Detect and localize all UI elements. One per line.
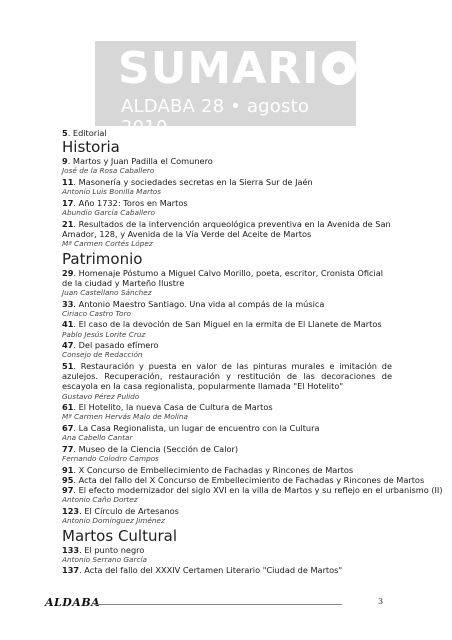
article-title: . Antonio Maestro Santiago. Una vida al compás de la música xyxy=(73,298,325,309)
page-ref-number: 77 xyxy=(62,443,74,454)
toc-entry xyxy=(62,545,392,555)
page-ref-number: 91 xyxy=(62,464,74,475)
toc-entry xyxy=(62,268,392,288)
page-ref-number: 67 xyxy=(62,422,74,433)
toc-entry xyxy=(62,299,392,309)
article-title: . X Concurso de Embellecimiento de Fachadas y Rincones de Martos xyxy=(73,464,354,475)
page-number: 3 xyxy=(378,597,384,606)
article-title: . Martos y Juan Padilla el Comunero xyxy=(67,156,213,167)
article-author: Antonio Domínguez Jiménez xyxy=(62,515,165,525)
title-o-circle-icon xyxy=(322,51,356,85)
toc-entry xyxy=(62,177,392,187)
article-title: . La Casa Regionalista, un lugar de encuentro con la Cultura xyxy=(73,422,320,433)
page-ref-number: 9 xyxy=(62,156,68,167)
article-author: Consejo de Redacción xyxy=(62,350,143,360)
toc-entry xyxy=(62,319,392,329)
page-ref-number: 21 xyxy=(62,218,74,229)
aldaba-logo: ALDABA xyxy=(45,596,101,609)
article-author: Mª Carmen Cortés López xyxy=(62,239,153,248)
toc-entry xyxy=(62,156,392,166)
toc-entry xyxy=(62,465,392,475)
article-title: . Del pasado efímero xyxy=(73,340,159,351)
article-title: . El caso de la devoción de San Miguel en la ermita de El Llanete de Martos xyxy=(73,319,382,330)
article-author: José de la Rosa Caballero xyxy=(62,166,155,176)
article-title: . El punto negro xyxy=(79,544,145,555)
article-title: . Acta del fallo del X Concurso de Embellecimiento de Fachadas y Rincones de Martos xyxy=(73,474,425,485)
page-ref-number: 11 xyxy=(62,177,74,187)
toc-entry xyxy=(62,423,392,433)
toc-entry xyxy=(62,565,392,575)
page-ref-number: 5 xyxy=(62,128,68,138)
section-heading: Historia xyxy=(62,138,120,157)
page-ref-number: 41 xyxy=(62,319,74,330)
issue-subtitle: ALDABA 28 • agosto 2010 xyxy=(121,96,310,138)
toc-entry xyxy=(62,444,392,454)
section-heading: Martos Cultural xyxy=(62,526,178,545)
article-author: Mª Carmen Hervás Malo de Molina xyxy=(62,412,188,422)
article-title: . Resultados de la intervención arqueológica preventiva en la Avenida de San Amador, 128, y Avenida de la Vía Verde del Aceite de Martos xyxy=(62,218,391,239)
toc-entry xyxy=(62,361,392,392)
article-title: . Homenaje Póstumo a Miguel Calvo Morillo, poeta, escritor, Cronista Oficial de la ciudad y Marteño Ilustre xyxy=(62,267,384,288)
page-title: SUMARI xyxy=(118,47,356,91)
article-author: Ciriaco Castro Toro xyxy=(62,308,131,318)
toc-entry xyxy=(62,474,425,485)
page-ref-number: 137 xyxy=(62,565,80,576)
page-ref-number: 97 xyxy=(62,484,74,495)
article-author: Abundio García Caballero xyxy=(62,208,155,217)
article-author: Antonio Luis Bonilla Martos xyxy=(62,187,162,197)
toc-entry xyxy=(62,506,392,516)
article-title: . El Círculo de Artesanos xyxy=(79,505,179,516)
table-of-contents xyxy=(62,128,443,576)
header-banner xyxy=(95,41,356,138)
toc-entry xyxy=(62,484,443,495)
article-author: Ana Cabello Cantar xyxy=(62,433,133,443)
article-title: . Museo de la Ciencia (Sección de Calor) xyxy=(73,443,239,454)
page-ref-number: 51 xyxy=(62,360,74,371)
article-author: Juan Castellano Sánchez xyxy=(62,288,152,297)
page-ref-number: 61 xyxy=(62,402,74,413)
page-ref-number: 17 xyxy=(62,197,74,208)
page-ref-number: 33 xyxy=(62,298,74,309)
article-author: Gustavo Pérez Pulido xyxy=(62,391,140,401)
toc-entry xyxy=(62,402,392,412)
article-title: . El efecto modernizador del siglo XVI en la villa de Martos y su reflejo en el urbanismo (II) xyxy=(73,484,443,495)
page-ref-number: 95 xyxy=(62,474,74,485)
page-ref-number: 123 xyxy=(62,505,80,516)
toc-entry xyxy=(62,219,392,239)
article-author: Antonio Serrano García xyxy=(62,554,148,564)
article-author: Pablo Jesús Lorite Cruz xyxy=(62,329,146,339)
article-title: . Año 1732: Toros en Martos xyxy=(73,197,188,208)
toc-entry xyxy=(62,128,392,138)
page-ref-number: 133 xyxy=(62,544,80,555)
section-heading: Patrimonio xyxy=(62,249,143,268)
article-title: . Acta del fallo del XXXIV Certamen Literario "Ciudad de Martos" xyxy=(79,565,343,576)
footer-divider xyxy=(94,604,342,605)
page-ref-number: 47 xyxy=(62,340,74,351)
article-title: . Masonería y sociedades secretas en la Sierra Sur de Jaén xyxy=(73,177,313,187)
article-author: Antonio Caño Dortez xyxy=(62,495,138,505)
page-ref-number: 29 xyxy=(62,267,74,278)
toc-entry xyxy=(62,198,392,208)
article-title: . Editorial xyxy=(67,128,107,138)
toc-entry xyxy=(62,340,392,350)
article-title: . Restauración y puesta en valor de las pinturas murales e imitación de azulejos. Recuperación, restauración y restitución de las decoraciones de escayola en la casa regionalista, popularmente llamada "El Hotelito" xyxy=(62,360,392,392)
article-author: Fernando Colodro Campos xyxy=(62,453,159,463)
article-title: . El Hotelito, la nueva Casa de Cultura de Martos xyxy=(73,402,273,413)
